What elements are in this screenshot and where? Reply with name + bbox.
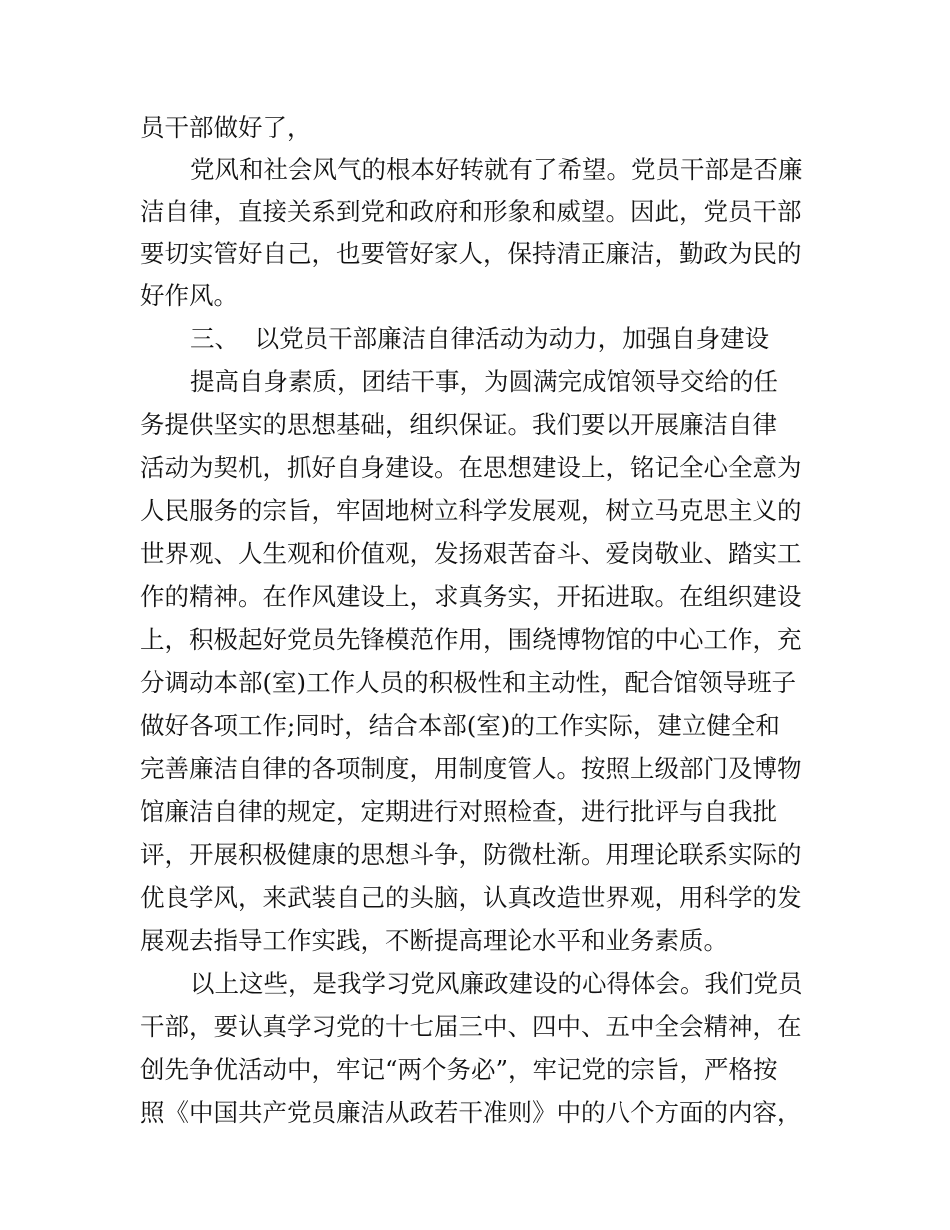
- text-line: 作的精神。在作风建设上，求真务实，开拓进取。在组织建设: [140, 582, 802, 611]
- text-line: 以上这些，是我学习党风廉政建设的心得体会。我们党员: [190, 969, 803, 998]
- text-line: 干部，要认真学习党的十七届三中、四中、五中全会精神，在: [140, 1012, 802, 1041]
- text-line: 创先争优活动中，牢记“两个务必”，牢记党的宗旨，严格按: [140, 1055, 778, 1084]
- text-line: 上，积极起好党员先锋模范作用，围绕博物馆的中心工作，充: [140, 625, 802, 654]
- text-line: 完善廉洁自律的各项制度，用制度管人。按照上级部门及博物: [140, 754, 802, 783]
- text-line: 要切实管好自己，也要管好家人，保持清正廉洁，勤政为民的: [140, 239, 802, 268]
- text-line: 人民服务的宗旨，牢固地树立科学发展观，树立马克思主义的: [140, 496, 802, 525]
- text-line: 提高自身素质，团结干事，为圆满完成馆领导交给的任: [190, 367, 778, 396]
- text-line: 分调动本部(室)工作人员的积极性和主动性，配合馆领导班子: [140, 668, 797, 697]
- text-line: 洁自律，直接关系到党和政府和形象和威望。因此，党员干部: [140, 197, 802, 226]
- text-line: 世界观、人生观和价值观，发扬艰苦奋斗、爱岗敬业、踏实工: [140, 539, 802, 568]
- text-line: 活动为契机，抓好自身建设。在思想建设上，铭记全心全意为: [140, 453, 802, 482]
- text-line: 优良学风，来武装自己的头脑，认真改造世界观，用科学的发: [140, 883, 802, 912]
- text-line: 评，开展积极健康的思想斗争，防微杜渐。用理论联系实际的: [140, 840, 802, 869]
- text-line: 员干部做好了，: [140, 113, 312, 142]
- text-line: 做好各项工作;同时，结合本部(室)的工作实际，建立健全和: [140, 711, 780, 740]
- text-line: 照《中国共产党员廉洁从政若干准则》中的八个方面的内容，: [140, 1098, 802, 1127]
- text-line: 务提供坚实的思想基础，组织保证。我们要以开展廉洁自律: [140, 410, 777, 439]
- text-line: 馆廉洁自律的规定，定期进行对照检查，进行批评与自我批: [140, 797, 777, 826]
- section-heading: 三、 以党员干部廉洁自律活动为动力，加强自身建设: [190, 324, 770, 353]
- text-line: 党风和社会风气的根本好转就有了希望。党员干部是否廉: [190, 155, 803, 184]
- text-line: 好作风。: [140, 281, 238, 310]
- text-line: 展观去指导工作实践，不断提高理论水平和业务素质。: [140, 926, 728, 955]
